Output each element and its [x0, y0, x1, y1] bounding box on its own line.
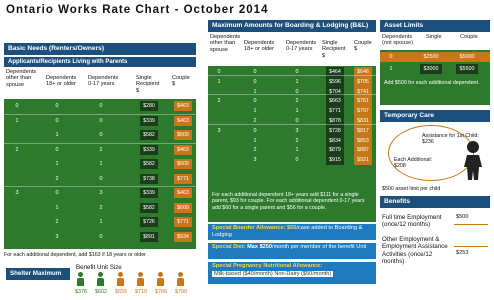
asset-col-single: Single	[426, 34, 442, 40]
left-d017-6: 3	[99, 190, 103, 196]
middle-single-0: $464	[326, 67, 344, 77]
left-couple-6: $463	[174, 188, 192, 198]
middle-dep-1: 1	[217, 78, 221, 85]
middle-couple-4: $797	[354, 106, 372, 116]
asset-table-body	[380, 50, 490, 105]
mid-col-dep-line1: Dependents	[210, 34, 241, 40]
middle-table-body	[208, 66, 376, 166]
shelter-value: $790	[175, 289, 187, 295]
benefit-other-value: $253	[456, 250, 469, 256]
asset-col-dep-line2: (not spouse)	[382, 40, 414, 47]
middle-d017-9: 0	[295, 157, 299, 164]
left-single-9: $891	[140, 232, 158, 242]
middle-d18-2: 1	[253, 88, 257, 95]
asset-couple-0: $5000	[459, 54, 475, 60]
left-d18-8: 2	[55, 219, 59, 225]
col-couple-line2: $	[172, 81, 176, 88]
col-0-17	[88, 75, 118, 88]
middle-d18-3: 0	[253, 98, 257, 105]
left-single-3: $339	[140, 145, 158, 155]
middle-d017-3: 2	[295, 98, 299, 105]
page-title: Ontario Works Rate Chart - October 2014	[6, 4, 269, 16]
asset-single-0: $2500	[423, 54, 439, 60]
mid-col-single-line3: $	[322, 52, 326, 59]
pregnancy-title: Special Pregnancy Nutritional Allowance:	[212, 263, 323, 269]
middle-dep-6: 3	[217, 127, 221, 134]
pregnancy-line2: Milk-based ($40/month) Non-Dairy ($50/month)	[214, 270, 332, 277]
person-icon	[76, 272, 85, 286]
left-single-5: $738	[140, 174, 158, 184]
mid-col-single	[322, 40, 345, 59]
col-single-line3: $	[136, 87, 140, 94]
left-single-8: $726	[140, 217, 158, 227]
each-additional-text	[394, 157, 434, 170]
left-d017-9: 0	[99, 233, 103, 240]
mid-col-18-line2: 18+ or older	[244, 46, 275, 53]
left-d18-2: 1	[55, 132, 59, 138]
shelter-value: $710	[135, 289, 147, 295]
shelter-value: $602	[95, 289, 107, 295]
living-with-parents-header: Applicants/Recipients Living with Parents	[4, 57, 196, 67]
left-group-divider	[4, 186, 196, 187]
first-child-label: Assistance for 1st Child:	[422, 133, 479, 139]
left-single-6: $339	[140, 188, 158, 198]
col-single-line1: Single	[136, 75, 152, 81]
middle-couple-6: $817	[354, 126, 372, 136]
middle-single-1: $596	[326, 77, 344, 87]
middle-single-8: $879	[326, 145, 344, 155]
temporary-care-header: Temporary Care	[380, 110, 490, 122]
left-single-4: $582	[140, 159, 158, 169]
mid-col-18plus	[244, 40, 274, 53]
left-column-headers	[4, 68, 196, 98]
middle-single-5: $878	[326, 116, 344, 126]
mid-col-dependents	[210, 34, 240, 53]
middle-d18-8: 2	[253, 147, 257, 154]
left-d18-6: 0	[55, 190, 59, 196]
mid-col-couple-line1: Couple	[354, 40, 372, 46]
benefit-unit-size-title: Benefit Unit Size	[76, 264, 122, 271]
person-icon	[136, 272, 145, 286]
middle-d017-0: 0	[295, 69, 299, 75]
asset-note: Add $500 for each additional dependent.	[384, 80, 480, 86]
col-single-line2: Recipient	[136, 81, 160, 88]
left-couple-9: $934	[174, 232, 192, 242]
asset-row-1	[380, 64, 490, 74]
middle-couple-2: $741	[354, 87, 372, 97]
middle-single-4: $771	[326, 106, 344, 116]
asset-row-0	[380, 52, 490, 62]
middle-single-9: $915	[326, 155, 344, 165]
special-diet-banner	[208, 243, 376, 259]
col-18plus	[46, 75, 76, 88]
special-pregnancy-banner	[208, 262, 376, 284]
middle-single-6: $728	[326, 126, 344, 136]
person-icon	[116, 272, 125, 286]
asset-col-couple: Couple	[460, 34, 478, 40]
mid-col-dep-line2: other than	[210, 40, 236, 47]
left-dep-3: 2	[15, 146, 19, 153]
left-group-divider	[4, 114, 196, 115]
left-couple-7: $609	[174, 203, 192, 213]
col-dep-line1: Dependents	[6, 69, 37, 75]
middle-group-divider	[208, 75, 376, 76]
middle-single-2: $704	[326, 87, 344, 97]
temporary-care-body	[380, 123, 490, 183]
mid-col-single-line1: Single	[322, 40, 338, 46]
asset-single-1: $3000	[420, 64, 442, 74]
col-dependents	[6, 69, 36, 88]
middle-couple-0: $646	[354, 67, 372, 77]
left-d18-3: 0	[55, 146, 59, 153]
asset-dep-1: 1	[389, 66, 393, 72]
shelter-maximum-label: Shelter Maximum	[6, 268, 70, 280]
middle-footer-box	[208, 166, 376, 222]
left-single-7: $582	[140, 203, 158, 213]
middle-group-divider	[208, 124, 376, 125]
middle-d18-1: 0	[253, 78, 257, 85]
middle-dep-0: 0	[217, 69, 221, 75]
shelter-value: $766	[155, 289, 167, 295]
special-boarder-banner	[208, 224, 376, 240]
left-couple-3: $463	[174, 145, 192, 155]
left-d18-4: 1	[55, 161, 59, 167]
middle-d18-6: 0	[253, 127, 257, 134]
middle-d017-4: 1	[295, 108, 299, 115]
mid-col-single-line2: Recipient	[322, 46, 346, 53]
left-single-1: $339	[140, 116, 158, 126]
left-couple-1: $463	[174, 116, 192, 126]
left-couple-0: $463	[174, 101, 192, 111]
asset-col-dep	[382, 34, 413, 47]
left-d18-5: 2	[55, 175, 59, 182]
middle-d18-9: 3	[253, 157, 257, 164]
col-18-line2: 18+ or older	[46, 81, 77, 88]
left-d017-1: 0	[99, 117, 103, 124]
mid-col-18-line1: Dependents	[244, 40, 275, 46]
middle-d18-4: 1	[253, 108, 257, 115]
benefit-fulltime-label: Full time Employment (once/12 months)	[382, 214, 442, 229]
middle-d017-5: 0	[295, 118, 299, 124]
boarder-suffix: /case added to Boarding & Lodging	[212, 225, 363, 238]
asset-dep-0: 0	[389, 54, 393, 60]
person-icon	[96, 272, 105, 286]
benefit-other-line	[454, 246, 488, 247]
mid-col-017-line2: 0-17 years	[286, 46, 313, 53]
middle-couple-3: $761	[354, 96, 372, 106]
left-single-2: $582	[140, 130, 158, 140]
col-017-line2: 0-17 years	[88, 81, 115, 88]
mid-col-dep-line3: spouse	[210, 46, 229, 53]
middle-d017-7: 2	[295, 137, 299, 144]
left-d017-0: 0	[99, 103, 103, 109]
left-table-body	[4, 99, 196, 249]
col-couple	[172, 75, 190, 88]
boarding-lodging-header: Maximum Amounts for Boarding & Lodging (B&L)	[208, 20, 376, 32]
left-d18-0: 0	[55, 103, 59, 109]
left-d017-3: 2	[99, 146, 103, 153]
mid-col-0-17	[286, 40, 316, 53]
middle-d017-6: 3	[295, 127, 299, 134]
left-d017-8: 1	[99, 219, 103, 225]
left-single-0: $280	[140, 101, 158, 111]
asset-couple-1: $5500	[456, 64, 478, 74]
middle-d017-1: 1	[295, 78, 299, 85]
middle-column-headers	[208, 33, 376, 65]
each-additional-value: $208	[394, 163, 406, 170]
col-dep-line3: spouse	[6, 81, 25, 88]
shelter-value: $655	[115, 289, 127, 295]
shelter-value: $376	[75, 289, 87, 295]
middle-d18-5: 2	[253, 118, 257, 124]
left-couple-4: $609	[174, 159, 192, 169]
middle-single-7: $834	[326, 136, 344, 146]
left-d017-2: 0	[99, 132, 103, 138]
middle-couple-8: $887	[354, 145, 372, 155]
asset-col-dep-line1: Dependents	[382, 34, 413, 40]
middle-couple-7: $853	[354, 136, 372, 146]
mid-col-017-line1: Dependents	[286, 40, 317, 46]
middle-single-3: $663	[326, 96, 344, 106]
middle-d18-0: 0	[253, 69, 257, 75]
diet-suffix: /month per member of the benefit Unit	[272, 244, 367, 250]
asset-limits-header: Asset Limits	[380, 20, 490, 32]
col-017-line1: Dependents	[88, 75, 119, 81]
left-group-divider	[4, 143, 196, 144]
boarder-title: Special Boarder Allowance:	[212, 225, 286, 231]
basic-needs-header: Basic Needs (Renters/Owners)	[4, 43, 196, 55]
left-couple-5: $771	[174, 174, 192, 184]
mid-col-couple-line2: $	[354, 46, 358, 53]
left-d18-9: 3	[55, 233, 59, 240]
middle-footer-note: For each additional dependent 18+ years add $111 for a single parent, $93 for couple. For each additional dependent 0-17 years add $60 for a single parent and $56 for a couple.	[212, 192, 365, 211]
asset-limit-per-child: $500 asset limit per child	[382, 186, 441, 192]
diet-title: Special Diet:	[212, 244, 246, 250]
left-footer-note: For each additional dependent, add $163 if 18 years or older	[4, 252, 146, 258]
left-d017-4: 1	[99, 161, 103, 167]
boarder-value: $65	[287, 225, 297, 231]
middle-couple-5: $831	[354, 116, 372, 126]
benefit-other-label: Other Employment & Employment Assistance Activities (once/12 months)	[382, 236, 448, 266]
middle-d017-2: 0	[295, 88, 299, 95]
left-couple-8: $771	[174, 217, 192, 227]
benefit-fulltime-line	[454, 224, 488, 225]
left-dep-0: 0	[15, 103, 19, 109]
middle-dep-3: 2	[217, 98, 221, 105]
col-single	[136, 75, 159, 94]
left-d017-5: 0	[99, 175, 103, 182]
middle-couple-9: $921	[354, 155, 372, 165]
left-d18-7: 1	[55, 204, 59, 211]
col-18-line1: Dependents	[46, 75, 77, 81]
benefits-header: Benefits	[380, 196, 490, 208]
col-dep-line2: other than	[6, 75, 32, 82]
left-dep-1: 1	[15, 117, 19, 124]
mid-col-couple	[354, 40, 372, 53]
left-d017-7: 2	[99, 204, 103, 211]
first-child-value: $236	[422, 139, 434, 146]
col-couple-line1: Couple	[172, 75, 190, 81]
child-silhouette-icon	[460, 139, 486, 181]
person-icon	[176, 272, 185, 286]
shelter-figures	[72, 272, 202, 298]
each-additional-label: Each Additional:	[394, 157, 432, 163]
middle-group-divider	[208, 94, 376, 95]
middle-d017-8: 1	[295, 147, 299, 154]
middle-d18-7: 1	[253, 137, 257, 144]
left-d18-1: 0	[55, 117, 59, 124]
left-dep-6: 3	[15, 190, 19, 196]
middle-couple-1: $705	[354, 77, 372, 87]
benefit-fulltime-value: $500	[456, 214, 469, 220]
person-icon	[156, 272, 165, 286]
benefits-body	[380, 210, 490, 278]
diet-value: Max $250	[247, 244, 273, 250]
left-couple-2: $609	[174, 130, 192, 140]
